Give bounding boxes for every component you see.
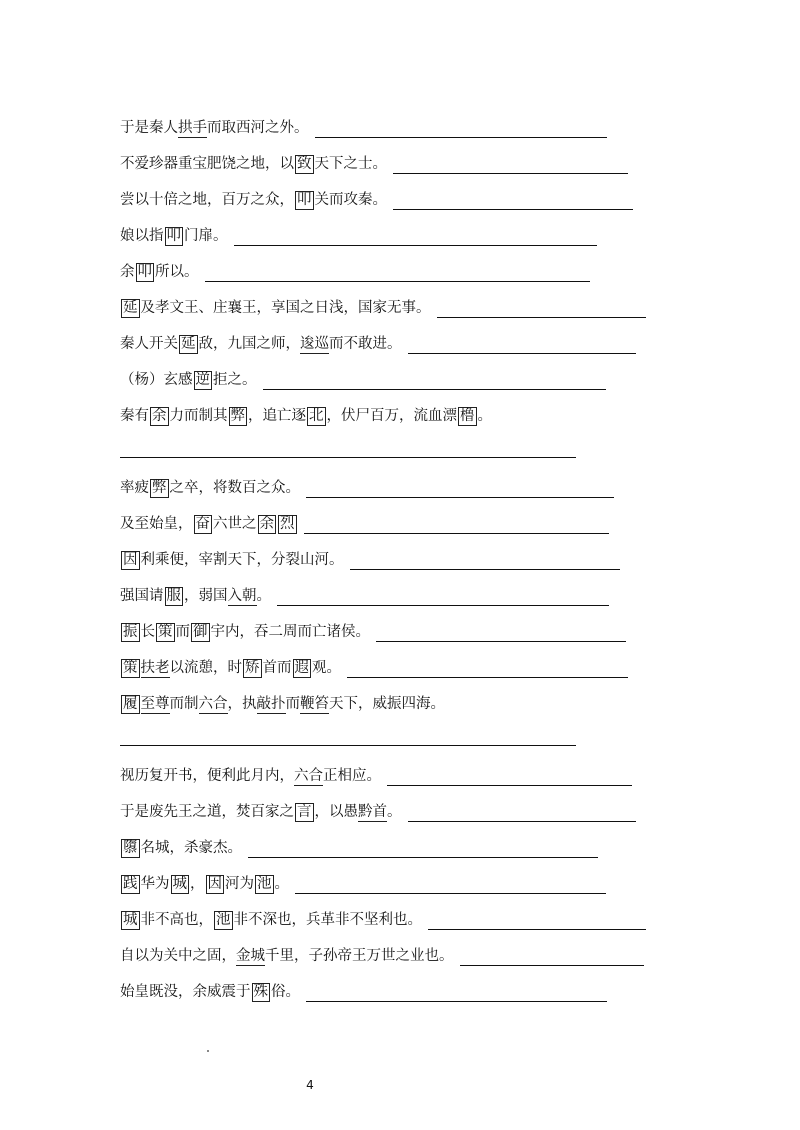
answer-blank[interactable] [234,230,598,246]
underlined-word: 六合 [198,696,228,712]
sentence-text: 千里，子孙帝王万世之业也。 [265,948,454,964]
answer-blank[interactable] [350,554,621,570]
boxed-character: 策 [123,660,138,676]
boxed-character: 延 [123,300,138,316]
exercise-line [120,546,620,570]
boxed-character: 池 [257,876,272,892]
boxed-character: 城 [172,876,187,892]
boxed-character: 隳 [123,840,138,856]
boxed-character: 矫 [245,660,260,676]
exercise-line [120,114,607,138]
sentence-text: 敌，九国之师， [198,336,300,352]
sentence-text: 之卒，将数百之众。 [169,480,300,496]
answer-blank[interactable] [408,338,637,354]
underlined-word: 敲扑 [256,696,286,712]
boxed-character: 践 [123,876,138,892]
sentence-text: 华为 [140,876,170,892]
answer-blank[interactable] [304,518,610,534]
sentence-text: 观。 [312,660,341,676]
sentence-text: 而取西河之外。 [207,120,309,136]
answer-blank[interactable] [306,482,614,498]
boxed-character: 烈 [280,516,295,532]
sentence-text: 始皇既没，余威震于 [120,984,251,1000]
answer-blank[interactable] [387,770,632,786]
sentence-text: 俗。 [271,984,300,1000]
sentence-text: 天下之士。 [314,156,387,172]
sentence-text: 于是废先王之道，焚百家之 [120,804,294,820]
sentence [120,334,402,354]
boxed-character: 遐 [294,660,309,676]
sentence-text: 视历复开书，便利此月内， [120,768,294,784]
boxed-character: 弊 [230,408,245,424]
sentence [120,262,199,282]
sentence-text: 不爱珍器重宝肥饶之地，以 [120,156,294,172]
exercise-line [120,510,609,534]
exercise-line [120,942,644,966]
boxed-character: 因 [123,552,138,568]
sentence-text: 非不高也， [140,912,213,928]
sentence [120,406,492,426]
sentence [120,838,242,858]
sentence [120,478,300,498]
sentence [120,550,344,570]
sentence [120,910,422,930]
sentence-text: 强国请 [120,588,164,604]
sentence-text: 及孝文王、庄襄王，享国之日浅，国家无事。 [140,300,431,316]
sentence-text: ，执 [227,696,257,712]
sentence-text: ，伏尸百万，流血漂 [326,408,457,424]
underlined-word: 鞭笞 [300,696,329,712]
exercise-line [120,870,606,894]
exercise-line [120,330,636,354]
underlined-word: 黔首 [358,804,387,820]
boxed-character: 振 [123,624,138,640]
exercise-line [120,618,626,642]
answer-blank[interactable] [120,457,576,458]
sentence [120,118,309,138]
exercise-line [120,258,590,282]
sentence-text: ，弱国 [184,588,228,604]
sentence [120,694,445,714]
sentence-text: 长 [140,624,155,640]
exercise-line [120,690,445,714]
sentence [120,154,387,174]
sentence [120,298,431,318]
sentence-text: 。 [256,588,271,604]
exercise-line [120,294,646,318]
boxed-character: 北 [309,408,324,424]
sentence-text: 宇内，吞二周而亡诸侯。 [210,624,370,640]
answer-blank[interactable] [315,122,608,138]
sentence-text: 六世之 [213,516,257,532]
sentence-text: 利乘便，宰割天下，分裂山河。 [140,552,344,568]
sentence [120,982,300,1002]
sentence-text: 关而攻秦。 [314,192,387,208]
sentence [120,622,370,642]
boxed-character: 因 [207,876,222,892]
boxed-character: 逆 [195,372,210,388]
answer-blank[interactable] [120,745,576,746]
sentence-text: 。 [387,804,402,820]
underlined-word: 六合 [294,768,323,784]
sentence [120,190,387,210]
answer-blank[interactable] [408,806,637,822]
sentence-text: 率疲 [120,480,149,496]
sentence [120,658,341,678]
sentence-text: 名城，杀豪杰。 [140,840,242,856]
answer-blank[interactable] [306,986,607,1002]
sentence-text: 正相应。 [323,768,381,784]
exercise-line [120,654,628,678]
sentence-text: 非不深也，兵革非不坚利也。 [233,912,422,928]
underlined-word: 至尊 [140,696,170,712]
sentence-text: 而 [175,624,190,640]
boxed-character: 殊 [253,984,268,1000]
boxed-character: 履 [123,696,138,712]
sentence [120,874,289,894]
boxed-character: 服 [166,588,181,604]
sentence-text: 于是秦人 [120,120,178,136]
page-number: 4 [306,1078,314,1092]
exercise-line [120,366,606,390]
exercise-line [120,798,636,822]
boxed-character: 城 [123,912,138,928]
underlined-word: 金城 [236,948,265,964]
answer-blank[interactable] [376,626,626,642]
sentence-text: （杨）玄感 [120,372,193,388]
sentence-text: ，以愚 [314,804,358,820]
underlined-word: 拱手 [178,120,207,136]
exercise-line [120,582,609,606]
exercise-line [120,222,597,246]
answer-blank[interactable] [205,266,591,282]
sentence-text: 所以。 [155,264,199,280]
answer-blank[interactable] [393,194,633,210]
boxed-character: 致 [297,156,312,172]
sentence [120,946,454,966]
exercise-line [120,834,598,858]
sentence [120,586,271,606]
sentence-text: 娘以指 [120,228,164,244]
boxed-character: 叩 [297,192,312,208]
answer-blank[interactable] [428,914,646,930]
exercise-line [120,402,492,426]
sentence [120,766,381,786]
underlined-word: 扶老 [140,660,170,676]
boxed-character: 御 [193,624,208,640]
boxed-character: 叩 [166,228,181,244]
sentence-text: 力而制其 [169,408,228,424]
boxed-character: 橹 [460,408,475,424]
exercise-line [120,186,633,210]
answer-blank[interactable] [347,662,628,678]
sentence-text: 河为 [225,876,254,892]
underlined-word: 逡巡 [300,336,329,352]
boxed-character: 叩 [137,264,152,280]
sentence-text: 秦人开关 [120,336,178,352]
boxed-character: 余 [259,516,274,532]
sentence-text: 。 [477,408,492,424]
exercise-line [120,474,614,498]
boxed-character: 策 [158,624,173,640]
sentence-text: 首而 [262,660,292,676]
answer-blank[interactable] [277,590,609,606]
boxed-character: 池 [216,912,231,928]
sentence-text: ， [190,876,205,892]
answer-blank[interactable] [437,302,647,318]
sentence-text: 尝以十倍之地，百万之众， [120,192,294,208]
answer-blank[interactable] [263,374,607,390]
exercise-line [120,150,628,174]
boxed-character: 弊 [152,480,167,496]
sentence-text: 而 [285,696,300,712]
sentence-text: 门扉。 [184,228,228,244]
exercise-line [120,978,607,1002]
sentence-text: 及至始皇， [120,516,193,532]
sentence [120,226,228,246]
stray-dot [207,1050,209,1052]
boxed-character: 余 [152,408,167,424]
answer-blank[interactable] [295,878,606,894]
sentence-text: ，追亡逐 [248,408,306,424]
answer-blank[interactable] [393,158,628,174]
sentence-text: 以流憩，时 [169,660,242,676]
answer-blank[interactable] [460,950,645,966]
boxed-character: 延 [181,336,196,352]
boxed-character: 言 [297,804,312,820]
boxed-character: 奋 [195,516,210,532]
underlined-word: 入朝 [227,588,257,604]
sentence-text: 秦有 [120,408,149,424]
sentence [120,802,402,822]
sentence-text: 。 [274,876,289,892]
exercise-line [120,762,632,786]
sentence-text: 而制 [169,696,199,712]
sentence-text: 余 [120,264,135,280]
sentence [120,370,257,390]
sentence-text: 自以为关中之固， [120,948,236,964]
answer-blank[interactable] [248,842,598,858]
sentence [120,514,298,534]
sentence-text: 而不敢进。 [329,336,402,352]
exercise-line [120,906,646,930]
sentence-text: 天下，威振四海。 [329,696,445,712]
sentence-text: 拒之。 [213,372,257,388]
